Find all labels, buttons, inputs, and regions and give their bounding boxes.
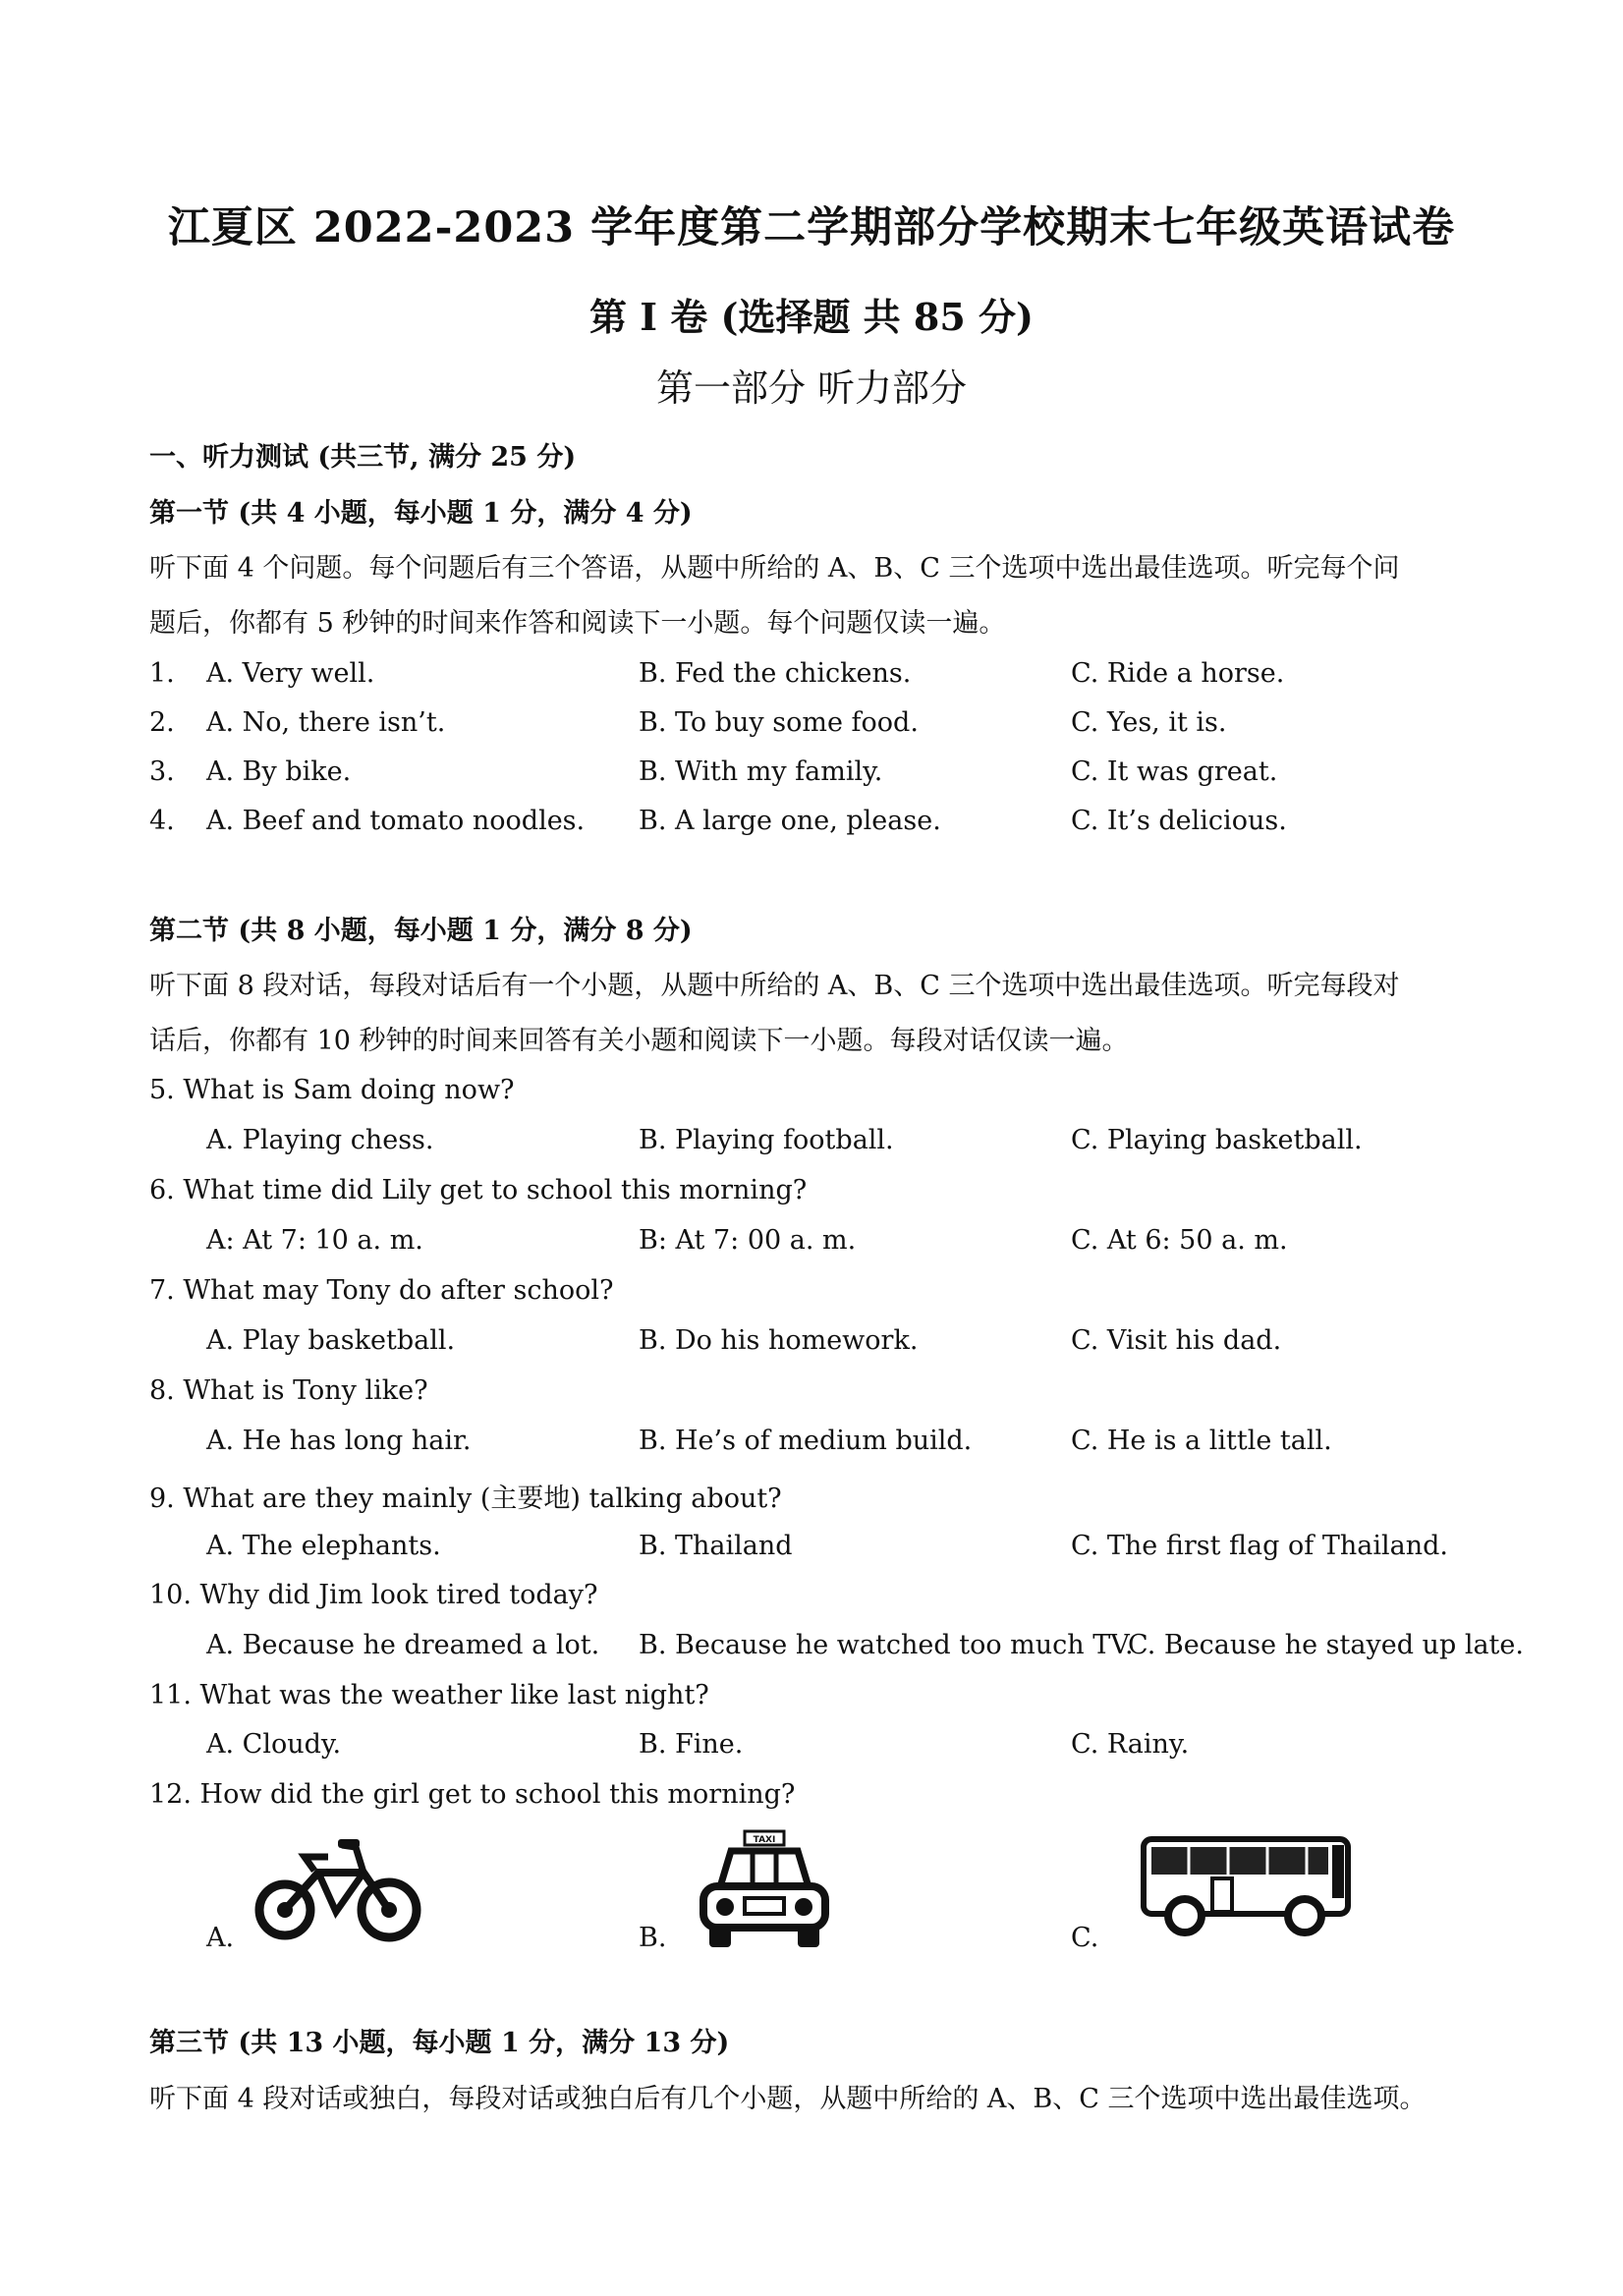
option-a: A. Playing chess.	[206, 1125, 434, 1155]
question-text: 7. What may Tony do after school?	[149, 1275, 614, 1306]
option-a: A: At 7: 10 a. m.	[206, 1225, 423, 1256]
option-c: C. Yes, it is.	[1071, 707, 1227, 738]
option-c: C. It’s delicious.	[1071, 806, 1287, 836]
section-heading: 一、听力测试 (共三节, 满分 25 分)	[149, 442, 577, 473]
item-number: 3.	[149, 756, 175, 787]
option-b: B. He’s of medium build.	[639, 1426, 973, 1456]
item-number: 2.	[149, 707, 175, 738]
taxi-sign-text: TAXI	[753, 1835, 776, 1845]
bike-icon	[253, 1833, 422, 1949]
option-b: B. Fine.	[639, 1729, 744, 1760]
option-c: C. Rainy.	[1071, 1729, 1190, 1760]
option-c-label: C.	[1071, 1923, 1099, 1953]
option-a: A. He has long hair.	[206, 1426, 472, 1456]
option-a: A. By bike.	[206, 756, 352, 787]
question-text: 5. What is Sam doing now?	[149, 1075, 515, 1105]
sec2-instruction-line2: 话后，你都有 10 秒钟的时间来回答有关小题和阅读下一小题。每段对话仅读一遍。	[149, 1026, 1129, 1056]
option-b: B. Do his homework.	[639, 1325, 919, 1356]
option-b: B. A large one, please.	[639, 806, 941, 836]
question-text: 8. What is Tony like?	[149, 1375, 428, 1406]
option-a: A. Beef and tomato noodles.	[206, 806, 586, 836]
option-c: C. It was great.	[1071, 756, 1278, 787]
option-a: A. The elephants.	[206, 1531, 441, 1561]
sec3-heading: 第三节 (共 13 小题，每小题 1 分，满分 13 分)	[149, 2028, 730, 2058]
option-b: B. Because he watched too much TV.	[639, 1630, 1134, 1660]
option-b-label: B.	[639, 1923, 667, 1953]
option-a: A. No, there isn’t.	[206, 707, 446, 738]
option-c: C. The first flag of Thailand.	[1071, 1531, 1448, 1561]
question-text: 10. Why did Jim look tired today?	[149, 1580, 598, 1610]
option-c: C. Because he stayed up late.	[1128, 1630, 1524, 1660]
exam-title: 江夏区 2022-2023 学年度第二学期部分学校期末七年级英语试卷	[167, 203, 1456, 252]
option-b: B: At 7: 00 a. m.	[639, 1225, 857, 1256]
option-c: C. Visit his dad.	[1071, 1325, 1282, 1356]
option-c: C. At 6: 50 a. m.	[1071, 1225, 1288, 1256]
volume-title: 第 I 卷 (选择题 共 85 分)	[589, 295, 1034, 339]
option-b: B. With my family.	[639, 756, 883, 787]
option-a: A. Because he dreamed a lot.	[206, 1630, 600, 1660]
option-a: A. Very well.	[206, 658, 375, 689]
option-b: B. Thailand	[639, 1531, 793, 1561]
option-b: B. To buy some food.	[639, 707, 919, 738]
sec1-instruction-line1: 听下面 4 个问题。每个问题后有三个答语，从题中所给的 A、B、C 三个选项中选出最佳选项。听完每个问	[149, 553, 1400, 584]
taxi-icon	[696, 1829, 833, 1951]
sec3-instruction-line1: 听下面 4 段对话或独白，每段对话或独白后有几个小题，从题中所给的 A、B、C 三个选项中选出最佳选项。	[149, 2084, 1427, 2114]
question-text: 11. What was the weather like last night?	[149, 1680, 709, 1710]
sec2-instruction-line1: 听下面 8 段对话，每段对话后有一个小题，从题中所给的 A、B、C 三个选项中选出最佳选项。听完每段对	[149, 971, 1400, 1001]
option-c: C. Playing basketball.	[1071, 1125, 1363, 1155]
item-number: 4.	[149, 806, 175, 836]
sec1-instruction-line2: 题后，你都有 5 秒钟的时间来作答和阅读下一小题。每个问题仅读一遍。	[149, 608, 1006, 639]
part-title: 第一部分 听力部分	[655, 366, 968, 410]
option-a: A. Cloudy.	[206, 1729, 342, 1760]
question-text: 12. How did the girl get to school this morning?	[149, 1779, 796, 1810]
option-a-label: A.	[206, 1923, 235, 1953]
item-number: 1.	[149, 658, 175, 689]
option-b: B. Fed the chickens.	[639, 658, 912, 689]
option-a: A. Play basketball.	[206, 1325, 456, 1356]
option-b: B. Playing football.	[639, 1125, 894, 1155]
question-text: 9. What are they mainly (主要地) talking about?	[149, 1484, 782, 1514]
question-text: 6. What time did Lily get to school this morning?	[149, 1175, 808, 1205]
option-c: C. He is a little tall.	[1071, 1426, 1332, 1456]
sec2-heading: 第二节 (共 8 小题，每小题 1 分，满分 8 分)	[149, 916, 693, 946]
bus-icon	[1140, 1835, 1354, 1939]
sec1-heading: 第一节 (共 4 小题，每小题 1 分，满分 4 分)	[149, 498, 693, 529]
option-c: C. Ride a horse.	[1071, 658, 1285, 689]
